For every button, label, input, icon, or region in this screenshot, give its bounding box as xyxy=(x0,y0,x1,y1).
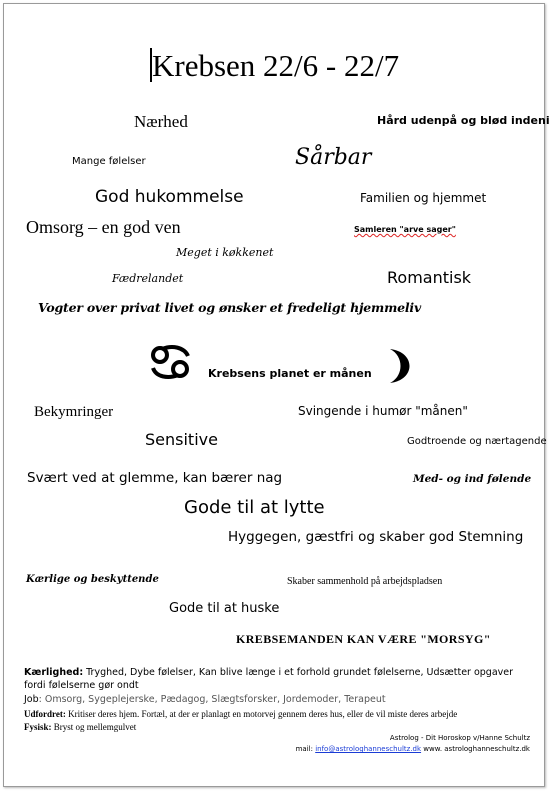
footer-kaerlighed: Kærlighed: Tryghed, Dybe følelser, Kan blive længe i et forhold grundet følelserne, Udsætter opgaver fordi følelserne gør ondt xyxy=(24,667,514,691)
trait-godtroende: Godtroende og nærtagende xyxy=(407,436,547,447)
footer-job: Job: Omsorg, Sygeplejerske, Pædagog, Slægtsforsker, Jordemoder, Terapeut xyxy=(24,694,386,705)
trait-naerhed: Nærhed xyxy=(134,112,188,131)
planet-text: Krebsens planet er månen xyxy=(208,367,372,380)
trait-romantisk: Romantisk xyxy=(387,268,472,287)
footer-fysisk: Fysisk: Bryst og mellemgulvet xyxy=(24,722,137,732)
trait-haard: Hård udenpå og blød indeni xyxy=(377,114,550,127)
trait-hukommelse: God hukommelse xyxy=(95,187,244,207)
trait-samleren: Samleren "arve sager" xyxy=(354,225,456,234)
trait-saarbar: Sårbar xyxy=(295,145,372,170)
trait-kaerlige: Kærlige og beskyttende xyxy=(26,574,159,585)
trait-lytte: Gode til at lytte xyxy=(184,497,325,518)
footer-udfordret: Udfordret: Kritiser deres hjem. Fortæl, at der er planlagt en motorvej gennem deres hus, eller de vil miste deres arbejde xyxy=(24,709,458,719)
trait-glemme: Svært ved at glemme, kan bærer nag xyxy=(27,470,283,486)
trait-svingende: Svingende i humør "månen" xyxy=(298,404,468,418)
morsyg-text: KREBSEMANDEN KAN VÆRE "MORSYG" xyxy=(236,632,491,646)
trait-koekkenet: Meget i køkkenet xyxy=(176,246,274,259)
page-title: Krebsen 22/6 - 22/7 xyxy=(152,48,400,83)
trait-familien: Familien og hjemmet xyxy=(360,191,487,205)
cancer-sign-icon xyxy=(150,344,192,380)
trait-vogter: Vogter over privat livet og ønsker et fredeligt hjemmeliv xyxy=(38,300,422,315)
trait-mange: Mange følelser xyxy=(72,156,146,167)
document-page xyxy=(3,3,550,787)
credit-contact: mail: info@astrologhanneschultz.dk www. astrologhanneschultz.dk xyxy=(295,745,530,753)
trait-faedrelandet: Fædrelandet xyxy=(112,272,184,285)
crescent-moon-icon xyxy=(386,348,412,384)
trait-omsorg: Omsorg – en god ven xyxy=(26,217,181,237)
trait-sammenhold: Skaber sammenhold på arbejdspladsen xyxy=(287,576,443,587)
email-link[interactable]: info@astrologhanneschultz.dk xyxy=(315,745,422,753)
trait-medfoelende: Med- og ind følende xyxy=(413,473,532,485)
trait-bekymringer: Bekymringer xyxy=(34,404,114,420)
trait-huske: Gode til at huske xyxy=(169,601,280,616)
trait-hyggegen: Hyggegen, gæstfri og skaber god Stemning xyxy=(228,529,524,545)
credit-line: Astrolog - Dit Horoskop v/Hanne Schultz xyxy=(389,734,530,742)
trait-sensitive: Sensitive xyxy=(145,430,218,449)
